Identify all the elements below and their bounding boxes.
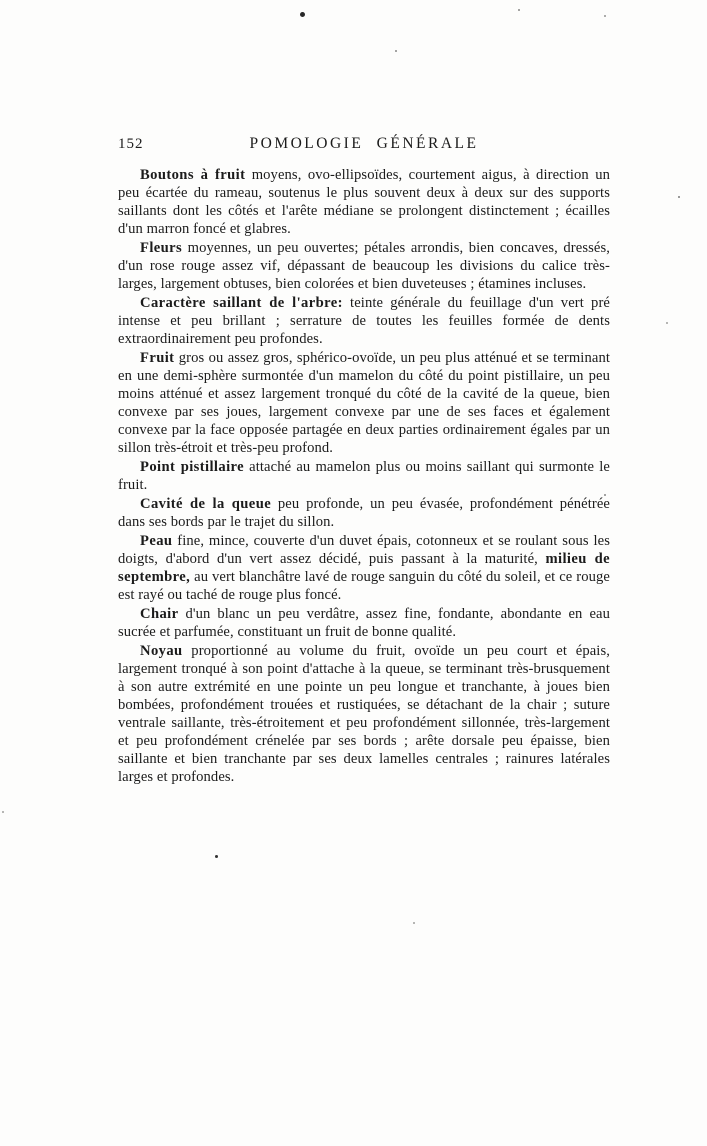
paragraph-lead: Fleurs: [140, 240, 183, 256]
paragraph: [118, 532, 610, 604]
paragraph-text: d'un blanc un peu verdâtre, assez fine, fondante, abondante en eau sucrée et parfumée, constituant un fruit de bonne qualité.: [118, 606, 610, 640]
paragraph-lead: Caractère saillant de l'arbre:: [140, 295, 343, 311]
ink-speck: [413, 922, 415, 924]
ink-speck: [395, 50, 397, 52]
ink-speck: [2, 811, 4, 813]
paragraph-lead: Peau: [140, 533, 173, 549]
paragraph-text: fine, mince, couverte d'un duvet épais, cotonneux et se roulant sous les doigts, d'abord d'un vert assez décidé, puis passant à la maturité,: [118, 533, 610, 567]
ink-speck: [678, 196, 680, 198]
page-number: 152: [118, 136, 144, 152]
paragraph-lead: Boutons à fruit: [140, 167, 246, 183]
paragraph-text: gros ou assez gros, sphérico-ovoïde, un peu plus atténué et se terminant en une demi-sphère surmontée d'un mamelon du côté du point pistillaire, un peu moins atténué et assez largement tronqué du côté de la cavité de la queue, bien convexe par ses joues, largement convexe par une de ses faces et également convexe par la face opposée partagée en deux parties ordinairement égales par un sillon très-étroit et très-peu profond.: [118, 350, 610, 456]
paragraph-text: proportionné au volume du fruit, ovoïde un peu court et épais, largement tronqué à son point d'attache à la queue, se terminant très-brusquement à son autre extrémité en une pointe un peu longue et tranchante, à joues bien bombées, profondément trouées et rustiquées, se détachant de la chair ; suture ventrale saillante, très-étroitement et peu profondément sillonnée, très-largement et peu profondément crénelée par ses bords ; arête dorsale peu épaisse, bien saillante et bien tranchante par ses deux lamelles centrales ; rainures latérales larges et profondes.: [118, 643, 610, 785]
paragraph: [118, 605, 610, 641]
paragraph-text: au vert blanchâtre lavé de rouge sanguin du côté du soleil, et ce rouge est rayé ou taché de rouge plus foncé.: [118, 569, 610, 603]
paragraph: [118, 458, 610, 494]
paragraph-lead: Cavité de la queue: [140, 496, 272, 512]
ink-speck: [604, 494, 606, 496]
ink-speck: [518, 9, 520, 11]
paragraph-lead: milieu de septembre,: [118, 551, 611, 585]
paragraph: [118, 495, 610, 531]
paragraph-text: moyens, ovo-ellipsoïdes, courtement aigus, à direction un peu écartée du rameau, soutenus le plus souvent deux à deux sur des supports saillants dont les côtés et l'arête médiane se prolongent distinctement ; écailles d'un marron foncé et glabres.: [118, 167, 610, 237]
running-title: POMOLOGIE GÉNÉRALE: [249, 135, 479, 152]
paragraph: [118, 294, 610, 348]
paragraph-text: moyennes, un peu ouvertes; pétales arrondis, bien concaves, dressés, d'un rose rouge assez vif, dépassant de beaucoup les divisions du calice très-larges, largement obtuses, bien colorées et bien duveteuses ; étamines incluses.: [118, 240, 610, 292]
ink-speck: [604, 15, 606, 17]
paragraph-lead: Noyau: [140, 643, 183, 659]
paragraph: [118, 349, 610, 457]
ink-speck: [215, 855, 218, 858]
paragraph: [118, 239, 610, 293]
paragraph-lead: Point pistillaire: [140, 459, 245, 475]
ink-speck: [666, 322, 668, 324]
ink-speck: [300, 12, 305, 17]
text-block: [118, 166, 610, 787]
page-header: [118, 135, 610, 155]
paragraph-text: teinte générale du feuillage d'un vert pré intense et peu brillant ; serrature de toutes les feuilles formée de dents extraordinairement peu profondes.: [118, 295, 610, 347]
paragraph: [118, 642, 610, 786]
paragraph: [118, 166, 610, 238]
paragraph-lead: Fruit: [140, 350, 175, 366]
paragraph-text: attaché au mamelon plus ou moins saillant qui surmonte le fruit.: [118, 459, 610, 493]
paragraph-lead: Chair: [140, 606, 179, 622]
paragraph-text: peu profonde, un peu évasée, profondément pénétrée dans ses bords par le trajet du sillon.: [118, 496, 610, 530]
